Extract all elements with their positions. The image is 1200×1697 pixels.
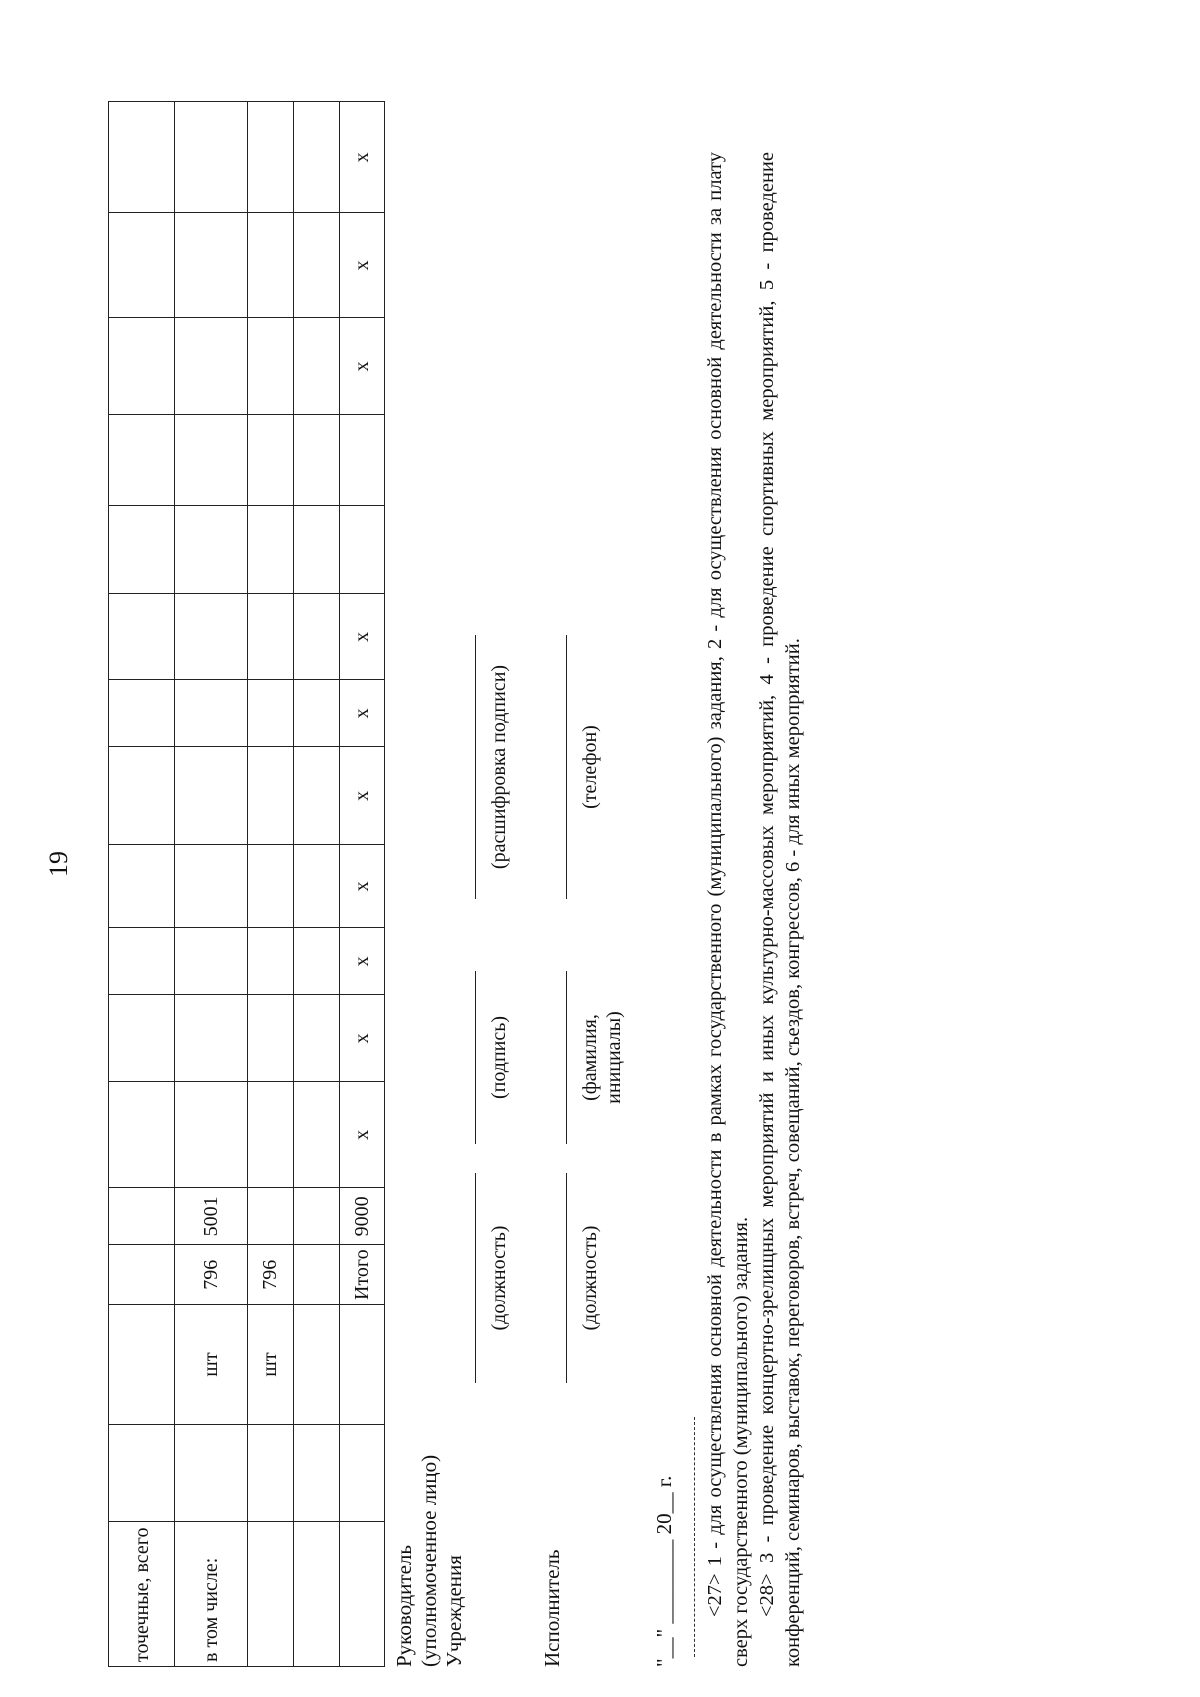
signature-line	[475, 635, 476, 899]
mark-cell: x	[340, 928, 385, 995]
mark-cell: x	[340, 102, 385, 213]
table-row	[248, 102, 294, 1667]
caption-phone: (телефон)	[579, 725, 601, 809]
mark-cell: x	[340, 318, 385, 415]
row-label: точечные, всего	[109, 1522, 175, 1667]
table-row	[109, 102, 175, 1667]
mark-cell: x	[340, 680, 385, 747]
mark-cell	[340, 506, 385, 594]
caption-position: (должность)	[488, 1225, 510, 1331]
code-cell: 796	[175, 1245, 248, 1305]
signature-line	[566, 1173, 567, 1383]
executor-label: Исполнитель	[540, 1549, 564, 1667]
signature-line	[566, 635, 567, 899]
head-label: Руководитель (уполномоченное лицо) Учреждения	[392, 1454, 466, 1667]
unit-cell: шт	[248, 1305, 294, 1425]
mark-cell: x	[340, 747, 385, 845]
mark-cell: x	[340, 594, 385, 680]
table-row	[175, 102, 248, 1667]
code-cell: 796	[248, 1245, 294, 1305]
total-label: Итого	[340, 1245, 385, 1305]
mark-cell: x	[340, 995, 385, 1082]
data-table	[108, 101, 385, 1667]
signature-line	[566, 971, 567, 1144]
signature-line	[475, 971, 476, 1144]
row-label: в том числе:	[175, 1522, 248, 1667]
signature-line	[475, 1173, 476, 1383]
footnote-separator	[694, 1417, 695, 1657]
mark-cell: x	[340, 213, 385, 318]
mark-cell: x	[340, 845, 385, 928]
table-row	[294, 102, 340, 1667]
caption-signature: (подпись)	[488, 1015, 510, 1100]
value-cell: 5001	[175, 1188, 248, 1245]
caption-signature-decoding: (расшифровка подписи)	[488, 664, 510, 870]
date-line: "__" ________ 20__ г.	[652, 1475, 676, 1667]
mark-cell: x	[340, 1082, 385, 1188]
footnote-28: <28> 3 - проведение концертно-зрелищных мероприятий и иных культурно-массовых мероприятий, 4 - проведение спортивных мероприятий, 5 - проведение конференций, семинаров, выставок, переговоров, встреч, совещаний, съездов, конгрессов, 6 - для иных мероприятий.	[756, 152, 804, 1667]
caption-name: (фамилия, инициалы)	[579, 1011, 625, 1104]
total-value: 9000	[340, 1188, 385, 1245]
table-row-total	[340, 102, 385, 1667]
footnote-27: <27> 1 - для осуществления основной деятельности в рамках государственного (муниципального) задания, 2 - для осуществления основной деятельности за плату сверх государственного (муниципального) задания.	[704, 152, 752, 1667]
page-number: 19	[44, 851, 73, 877]
mark-cell	[340, 415, 385, 506]
unit-cell: шт	[175, 1305, 248, 1425]
caption-position: (должность)	[579, 1225, 601, 1331]
